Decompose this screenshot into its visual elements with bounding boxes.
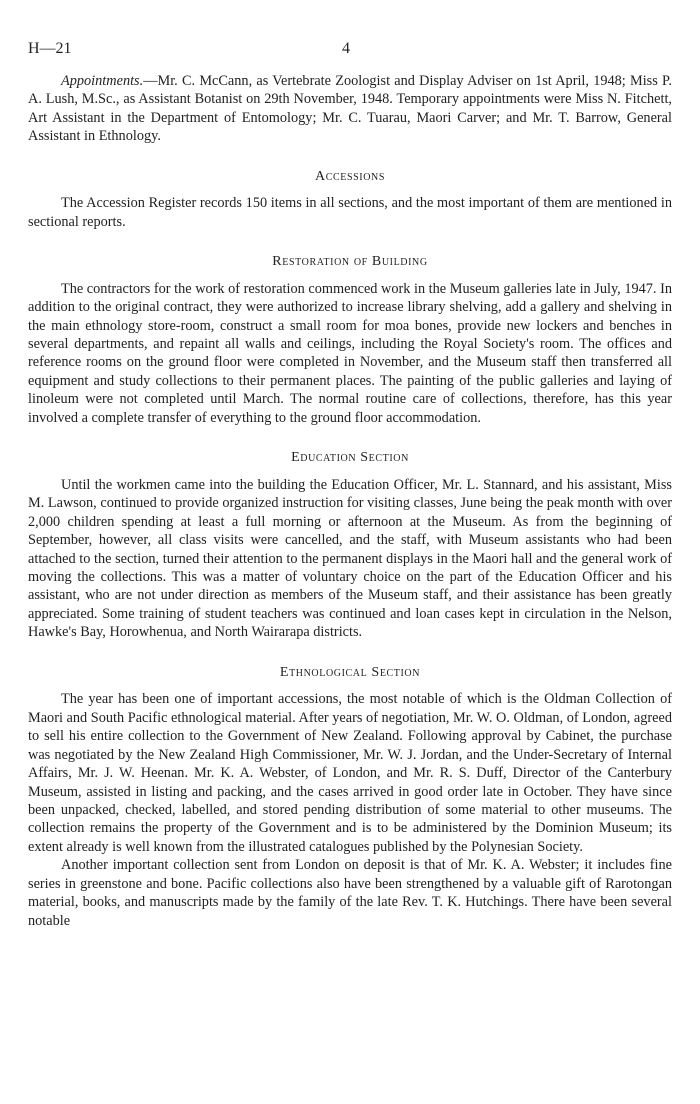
page-body bbox=[28, 72, 672, 930]
section-ethnological bbox=[28, 664, 672, 930]
appointments-lead: Appointments. bbox=[61, 73, 144, 89]
body-paragraph: Until the workmen came into the building the Education Officer, Mr. L. Stannard, and his assistant, Miss M. Lawson, continued to provide organized instruction for visiting classes, June being the peak month with over 2,000 children spending at least a full morning or afternoon at the Museum. As from the beginning of September, however, all class visits were cancelled, and the staff, with Museum assistants who had been attached to the section, turned their attention to the permanent displays in the Maori hall and the general work of moving the collections. This was a matter of voluntary choice on the part of the Education Officer and his assistant, who are not under direction as members of the Museum staff, and their assistance has been greatly appreciated. Some training of student teachers was continued and loan cases kept in circulation in the Nelson, Hawke's Bay, Horowhenua, and North Wairarapa districts. bbox=[28, 476, 672, 641]
document-reference: H—21 bbox=[28, 40, 72, 57]
section-education bbox=[28, 449, 672, 642]
section-restoration-of-building bbox=[28, 253, 672, 427]
section-heading: Restoration of Building bbox=[272, 254, 428, 270]
body-paragraph: Another important collection sent from London on deposit is that of Mr. K. A. Webster; it includes fine series in greenstone and bone. Pacific collections also have been strengthened by a valuable gift of Rarotongan material, books, and manuscripts made by the family of the late Rev. T. K. Hutchings. There have been several notable bbox=[28, 857, 672, 929]
section-heading: Education Section bbox=[291, 450, 409, 466]
appointments-paragraph bbox=[28, 72, 672, 146]
body-paragraph: The year has been one of important accessions, the most notable of which is the Oldman Collection of Maori and South Pacific ethnological material. After years of negotiation, Mr. W. O. Oldman, of London, agreed to sell his entire collection to the Government of New Zealand. Following approval by Cabinet, the purchase was negotiated by the New Zealand High Commissioner, Mr. W. J. Jordan, and the Under-Secretary of Internal Affairs, Mr. J. W. Heenan. Mr. K. A. Webster, of London, and Mr. R. S. Duff, Director of the Canterbury Museum, assisted in listing and packing, and the cases arrived in good order late in October. They have since been unpacked, checked, labelled, and stored pending distribution of some material to other museums. The collection remains the property of the Government and is to be administered by the Dominion Museum; its extent already is well known from the illustrated catalogues published by the Polynesian Society. bbox=[28, 691, 672, 855]
body-paragraph: The contractors for the work of restoration commenced work in the Museum galleries late in July, 1947. In addition to the original contract, they were authorized to increase library shelving, add a gallery and shelving in the main ethnology store-room, construct a small room for moa bones, provide new lockers and benches in several departments, and repaint all walls and ceilings, including the Royal Society's room. The offices and reference rooms on the ground floor were completed in November, and the Museum staff then transferred all equipment and study collections to their permanent places. The painting of the public galleries and laying of linoleum were not completed until March. The normal routine care of collections, therefore, has this year involved a complete transfer of everything to the ground floor accommodation. bbox=[28, 280, 672, 426]
section-accessions bbox=[28, 168, 672, 231]
appointments-text: —Mr. C. McCann, as Vertebrate Zoologist and Display Adviser on 1st April, 1948; Miss P. A. Lush, M.Sc., as Assistant Botanist on 29th November, 1948. Temporary appointments were Miss N. Fitchett, Art Assistant in the Department of Entomology; Mr. C. Tuarau, Maori Carver; and Mr. T. Barrow, General Assistant in Ethnology. bbox=[28, 73, 672, 145]
section-heading: Ethnological Section bbox=[279, 664, 421, 680]
page-number: 4 bbox=[342, 40, 350, 57]
section-heading: Accessions bbox=[314, 168, 386, 184]
body-paragraph: The Accession Register records 150 items in all sections, and the most important of them are mentioned in sectional reports. bbox=[28, 195, 672, 230]
page-header bbox=[28, 40, 672, 62]
